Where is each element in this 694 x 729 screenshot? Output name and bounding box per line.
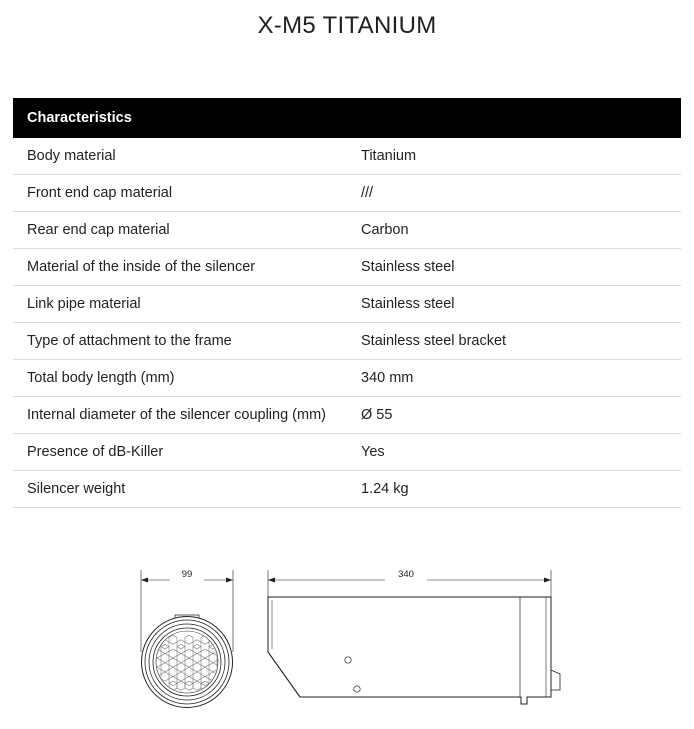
spec-label: Silencer weight <box>13 471 347 508</box>
table-row <box>13 286 681 323</box>
spec-value: Carbon <box>347 212 681 249</box>
table-row <box>13 212 681 249</box>
table-header-label: Characteristics <box>13 98 681 138</box>
front-dimension-label: 99 <box>181 569 193 580</box>
spec-label: Internal diameter of the silencer coupling (mm) <box>13 397 347 434</box>
spec-label: Link pipe material <box>13 286 347 323</box>
spec-value: Yes <box>347 434 681 471</box>
side-dimension-label: 340 <box>398 569 414 580</box>
spec-label: Presence of dB-Killer <box>13 434 347 471</box>
spec-label: Total body length (mm) <box>13 360 347 397</box>
spec-label: Rear end cap material <box>13 212 347 249</box>
spec-value: Ø 55 <box>347 397 681 434</box>
technical-drawing <box>0 552 694 729</box>
table-row <box>13 397 681 434</box>
table-row <box>13 249 681 286</box>
spec-label: Type of attachment to the frame <box>13 323 347 360</box>
table-header-row <box>13 98 681 138</box>
characteristics-table <box>13 98 681 508</box>
spec-value: /// <box>347 175 681 212</box>
spec-value: 1.24 kg <box>347 471 681 508</box>
table-row <box>13 471 681 508</box>
table-row <box>13 360 681 397</box>
table-body <box>13 98 681 508</box>
spec-value: Stainless steel <box>347 286 681 323</box>
spec-value: Stainless steel <box>347 249 681 286</box>
spec-value: Stainless steel bracket <box>347 323 681 360</box>
spec-label: Front end cap material <box>13 175 347 212</box>
spec-value: Titanium <box>347 138 681 175</box>
spec-value: 340 mm <box>347 360 681 397</box>
table-row <box>13 323 681 360</box>
table-row <box>13 434 681 471</box>
page-title: X-M5 TITANIUM <box>257 12 437 39</box>
spec-label: Body material <box>13 138 347 175</box>
spec-label: Material of the inside of the silencer <box>13 249 347 286</box>
table-row <box>13 138 681 175</box>
table-row <box>13 175 681 212</box>
